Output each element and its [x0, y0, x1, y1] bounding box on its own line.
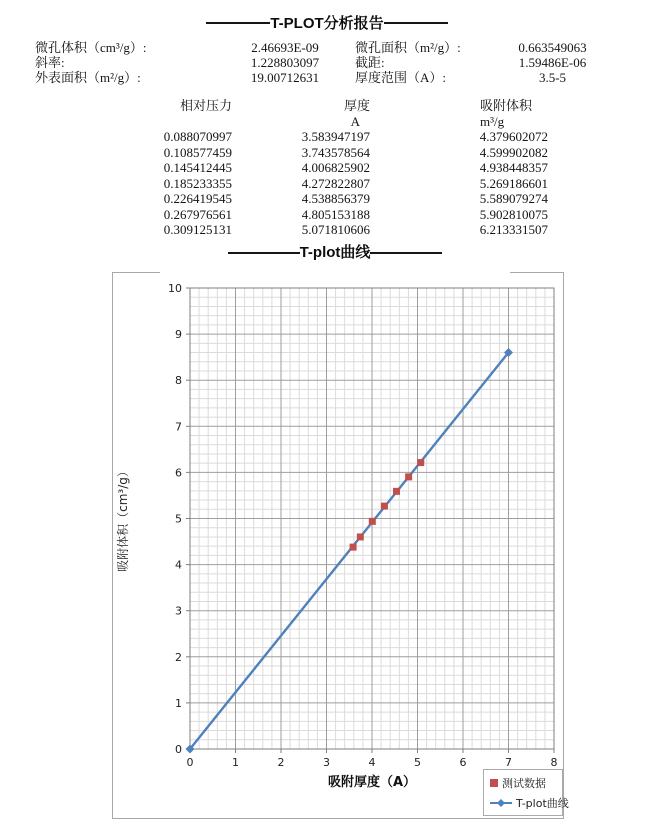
param-value: 19.00712631: [250, 70, 320, 85]
table-header-row: [0, 98, 548, 114]
y-axis-title: 吸附体积（cm³/g）: [116, 465, 130, 572]
table-cell: 0.226419545: [163, 191, 232, 206]
table-cell: 0.108577459: [163, 144, 232, 160]
line-diamond-marker-icon: [490, 798, 512, 808]
y-tick-label: 6: [175, 466, 182, 480]
param-label: 微孔面积（m²/g）:: [355, 40, 461, 55]
y-tick-label: 7: [175, 420, 182, 434]
x-tick-label: 5: [414, 756, 421, 769]
y-tick-label: 9: [175, 328, 182, 342]
legend-label: T-plot曲线: [516, 796, 569, 810]
param-label: 截距:: [355, 55, 385, 70]
legend-label: 测试数据: [502, 776, 546, 790]
table-cell: 0.267976561: [163, 206, 232, 222]
y-tick-labels: [168, 282, 182, 756]
tplot-fit-line: [190, 352, 509, 749]
data-point-square: [417, 459, 424, 466]
param-label: 斜率:: [35, 55, 65, 70]
table-units-row: [0, 114, 548, 130]
x-tick-label: 3: [323, 756, 330, 769]
y-tick-label: 3: [175, 604, 182, 618]
table-cell: 5.269186601: [479, 175, 548, 191]
x-tick-label: 1: [232, 756, 239, 769]
chart-title-rule-right: [370, 252, 442, 254]
x-tick-label: 7: [505, 756, 512, 769]
y-tick-label: 2: [175, 650, 182, 664]
y-tick-label: 10: [168, 282, 182, 295]
data-point-square: [393, 488, 400, 495]
params-grid: [0, 40, 630, 85]
x-tick-label: 2: [277, 756, 285, 769]
table-cell: 0.145412445: [163, 160, 232, 175]
table-cell: 0.185233355: [163, 175, 232, 191]
report-title: T-PLOT分析报告: [270, 15, 384, 32]
table-cell: 0.088070997: [163, 129, 232, 144]
x-tick-label: 0: [186, 756, 194, 769]
tplot-chart: [113, 273, 563, 818]
unit-cell: m³/g: [480, 113, 505, 129]
y-tick-label: 8: [175, 374, 182, 388]
col-header-thickness: 厚度: [343, 98, 370, 113]
x-tick-labels: [187, 756, 558, 769]
table-cell: 3.743578564: [301, 144, 370, 160]
x-tick-label: 4: [368, 756, 376, 769]
chart-title: T-plot曲线: [299, 244, 371, 261]
table-cell: 4.272822807: [301, 175, 370, 191]
data-point-square: [350, 544, 357, 551]
param-value: 0.663549063: [518, 40, 587, 55]
y-tick-label: 0: [175, 743, 182, 756]
square-marker-icon: [490, 779, 498, 787]
data-point-square: [381, 503, 388, 510]
param-value: 2.46693E-09: [251, 40, 319, 55]
y-tick-label: 1: [175, 696, 182, 710]
unit-cell: [0, 114, 232, 130]
table-row: [0, 207, 548, 223]
chart-box: [112, 272, 569, 819]
table-cell: 3.583947197: [301, 129, 370, 144]
table-row: [0, 191, 548, 207]
table-cell: 0.309125131: [163, 222, 232, 237]
params-row: [0, 40, 630, 55]
title-rule-left: [206, 22, 270, 24]
table-row: [0, 129, 548, 145]
chart-legend: [483, 769, 569, 816]
chart-title-row: [160, 243, 510, 277]
table-cell: 4.006825902: [301, 160, 370, 175]
param-value: 3.5-5: [538, 70, 567, 85]
col-header-adsorbed-volume: 吸附体积: [480, 98, 533, 113]
data-table: [0, 98, 548, 238]
data-point-square: [369, 518, 376, 525]
report-title-row: [0, 12, 654, 33]
data-point-square: [357, 533, 364, 540]
table-row: [0, 145, 548, 161]
table-cell: 4.599902082: [479, 144, 548, 160]
table-cell: 5.071810606: [301, 222, 370, 237]
x-axis-title: 吸附厚度（A）: [327, 775, 417, 790]
legend-item-tplot-line: [490, 795, 569, 811]
param-label: 外表面积（m²/g）:: [35, 70, 141, 85]
y-tick-label: 4: [175, 558, 182, 572]
chart-title-rule-left: [228, 252, 300, 254]
table-cell: 6.213331507: [479, 222, 548, 237]
title-rule-right: [384, 22, 448, 24]
param-value: 1.228803097: [250, 55, 320, 70]
table-row: [0, 160, 548, 176]
param-label: 厚度范围（A）:: [355, 70, 447, 85]
data-point-square: [405, 473, 412, 480]
param-label: 微孔体积（cm³/g）:: [35, 40, 147, 55]
table-cell: 4.938448357: [479, 160, 548, 175]
unit-cell: A: [350, 113, 360, 129]
x-tick-label: 8: [550, 756, 558, 769]
table-row: [0, 176, 548, 192]
table-row: [0, 222, 548, 238]
table-cell: 4.805153188: [301, 206, 370, 222]
table-cell: 4.538856379: [301, 191, 370, 206]
params-row: [0, 55, 630, 70]
params-row: [0, 70, 630, 85]
param-value: 1.59486E-06: [518, 55, 587, 70]
legend-item-test-data: [490, 775, 562, 791]
y-tick-label: 5: [175, 512, 182, 526]
table-cell: 5.589079274: [479, 191, 548, 206]
table-cell: 5.902810075: [479, 206, 548, 222]
col-header-relative-pressure: 相对压力: [179, 98, 232, 113]
table-cell: 4.379602072: [479, 129, 548, 144]
x-tick-label: 6: [459, 756, 467, 769]
